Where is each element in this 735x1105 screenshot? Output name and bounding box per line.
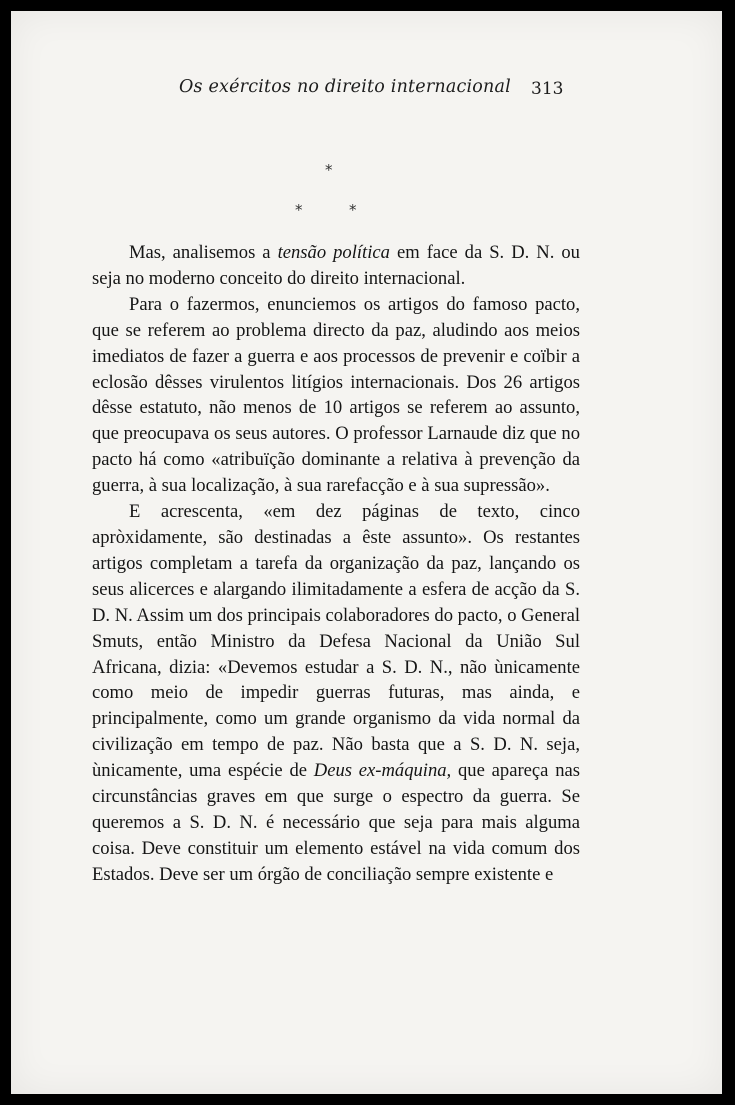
paragraph-2: Para o fazermos, enunciemos os artigos do famoso pacto, que se referem ao problema directo da paz, aludindo aos meios imediatos de fazer a guerra e aos processos de prevenir e coïbir a eclosão dêsses virulentos litígios internacionais. Dos 26 artigos dêsse estatuto, não menos de 10 artigos se referem ao assunto, que preocupava os seus autores. O professor Larnaude diz que no pacto há como «atribuïção dominante a relativa à prevenção da guerra, à sua localização, à sua rarefacção e à sua supressão». bbox=[92, 293, 580, 497]
body-text bbox=[92, 240, 580, 888]
page-header bbox=[11, 73, 722, 103]
running-title: Os exércitos no direito internacional bbox=[179, 77, 511, 97]
asterism-star-right: * bbox=[349, 201, 357, 219]
paragraph-1 bbox=[92, 240, 580, 292]
paragraph-1-emphasis: tensão política bbox=[277, 242, 390, 263]
paragraph-3-text-b: que apareça nas circunstâncias graves em que surge o espectro da guerra. Se queremos a S. D. N. é necessário que seja para mais alguma coisa. Deve constituir um elemento estável na vida comum dos Estados. Deve ser um órgão de conciliação sempre existente e bbox=[92, 760, 580, 885]
paragraph-1-text-a: Mas, analisemos a bbox=[129, 242, 278, 263]
paragraph-3 bbox=[92, 499, 580, 888]
paragraph-1-text-b: em face da S. D. N. ou seja no moderno conceito do direito internacional. bbox=[92, 242, 580, 289]
asterism-star-left: * bbox=[295, 201, 303, 219]
paragraph-3-text-a: E acrescenta, «em dez páginas de texto, cinco apròxidamente, são destinadas a êste assunto». Os restantes artigos completam a tarefa da organização da paz, lançando os seus alicerces e alargando ilimitadamente a esfera de acção da S. D. N. Assim um dos principais colaboradores do pacto, o General Smuts, então Ministro da Defesa Nacional da União Sul Africana, dizia: «Devemos estudar a S. D. N., não ùnicamente como meio de impedir guerras futuras, mas ainda, e principalmente, como um grande organismo da vida normal da civilização em tempo de paz. Não basta que a S. D. N. seja, ùnicamente, uma espécie de bbox=[92, 501, 580, 782]
asterism-section-break bbox=[11, 161, 722, 221]
paragraph-3-emphasis: Deus ex-máquina, bbox=[313, 760, 452, 782]
asterism-star-top: * bbox=[325, 161, 333, 179]
page-number: 313 bbox=[531, 79, 564, 99]
book-page bbox=[11, 11, 722, 1094]
